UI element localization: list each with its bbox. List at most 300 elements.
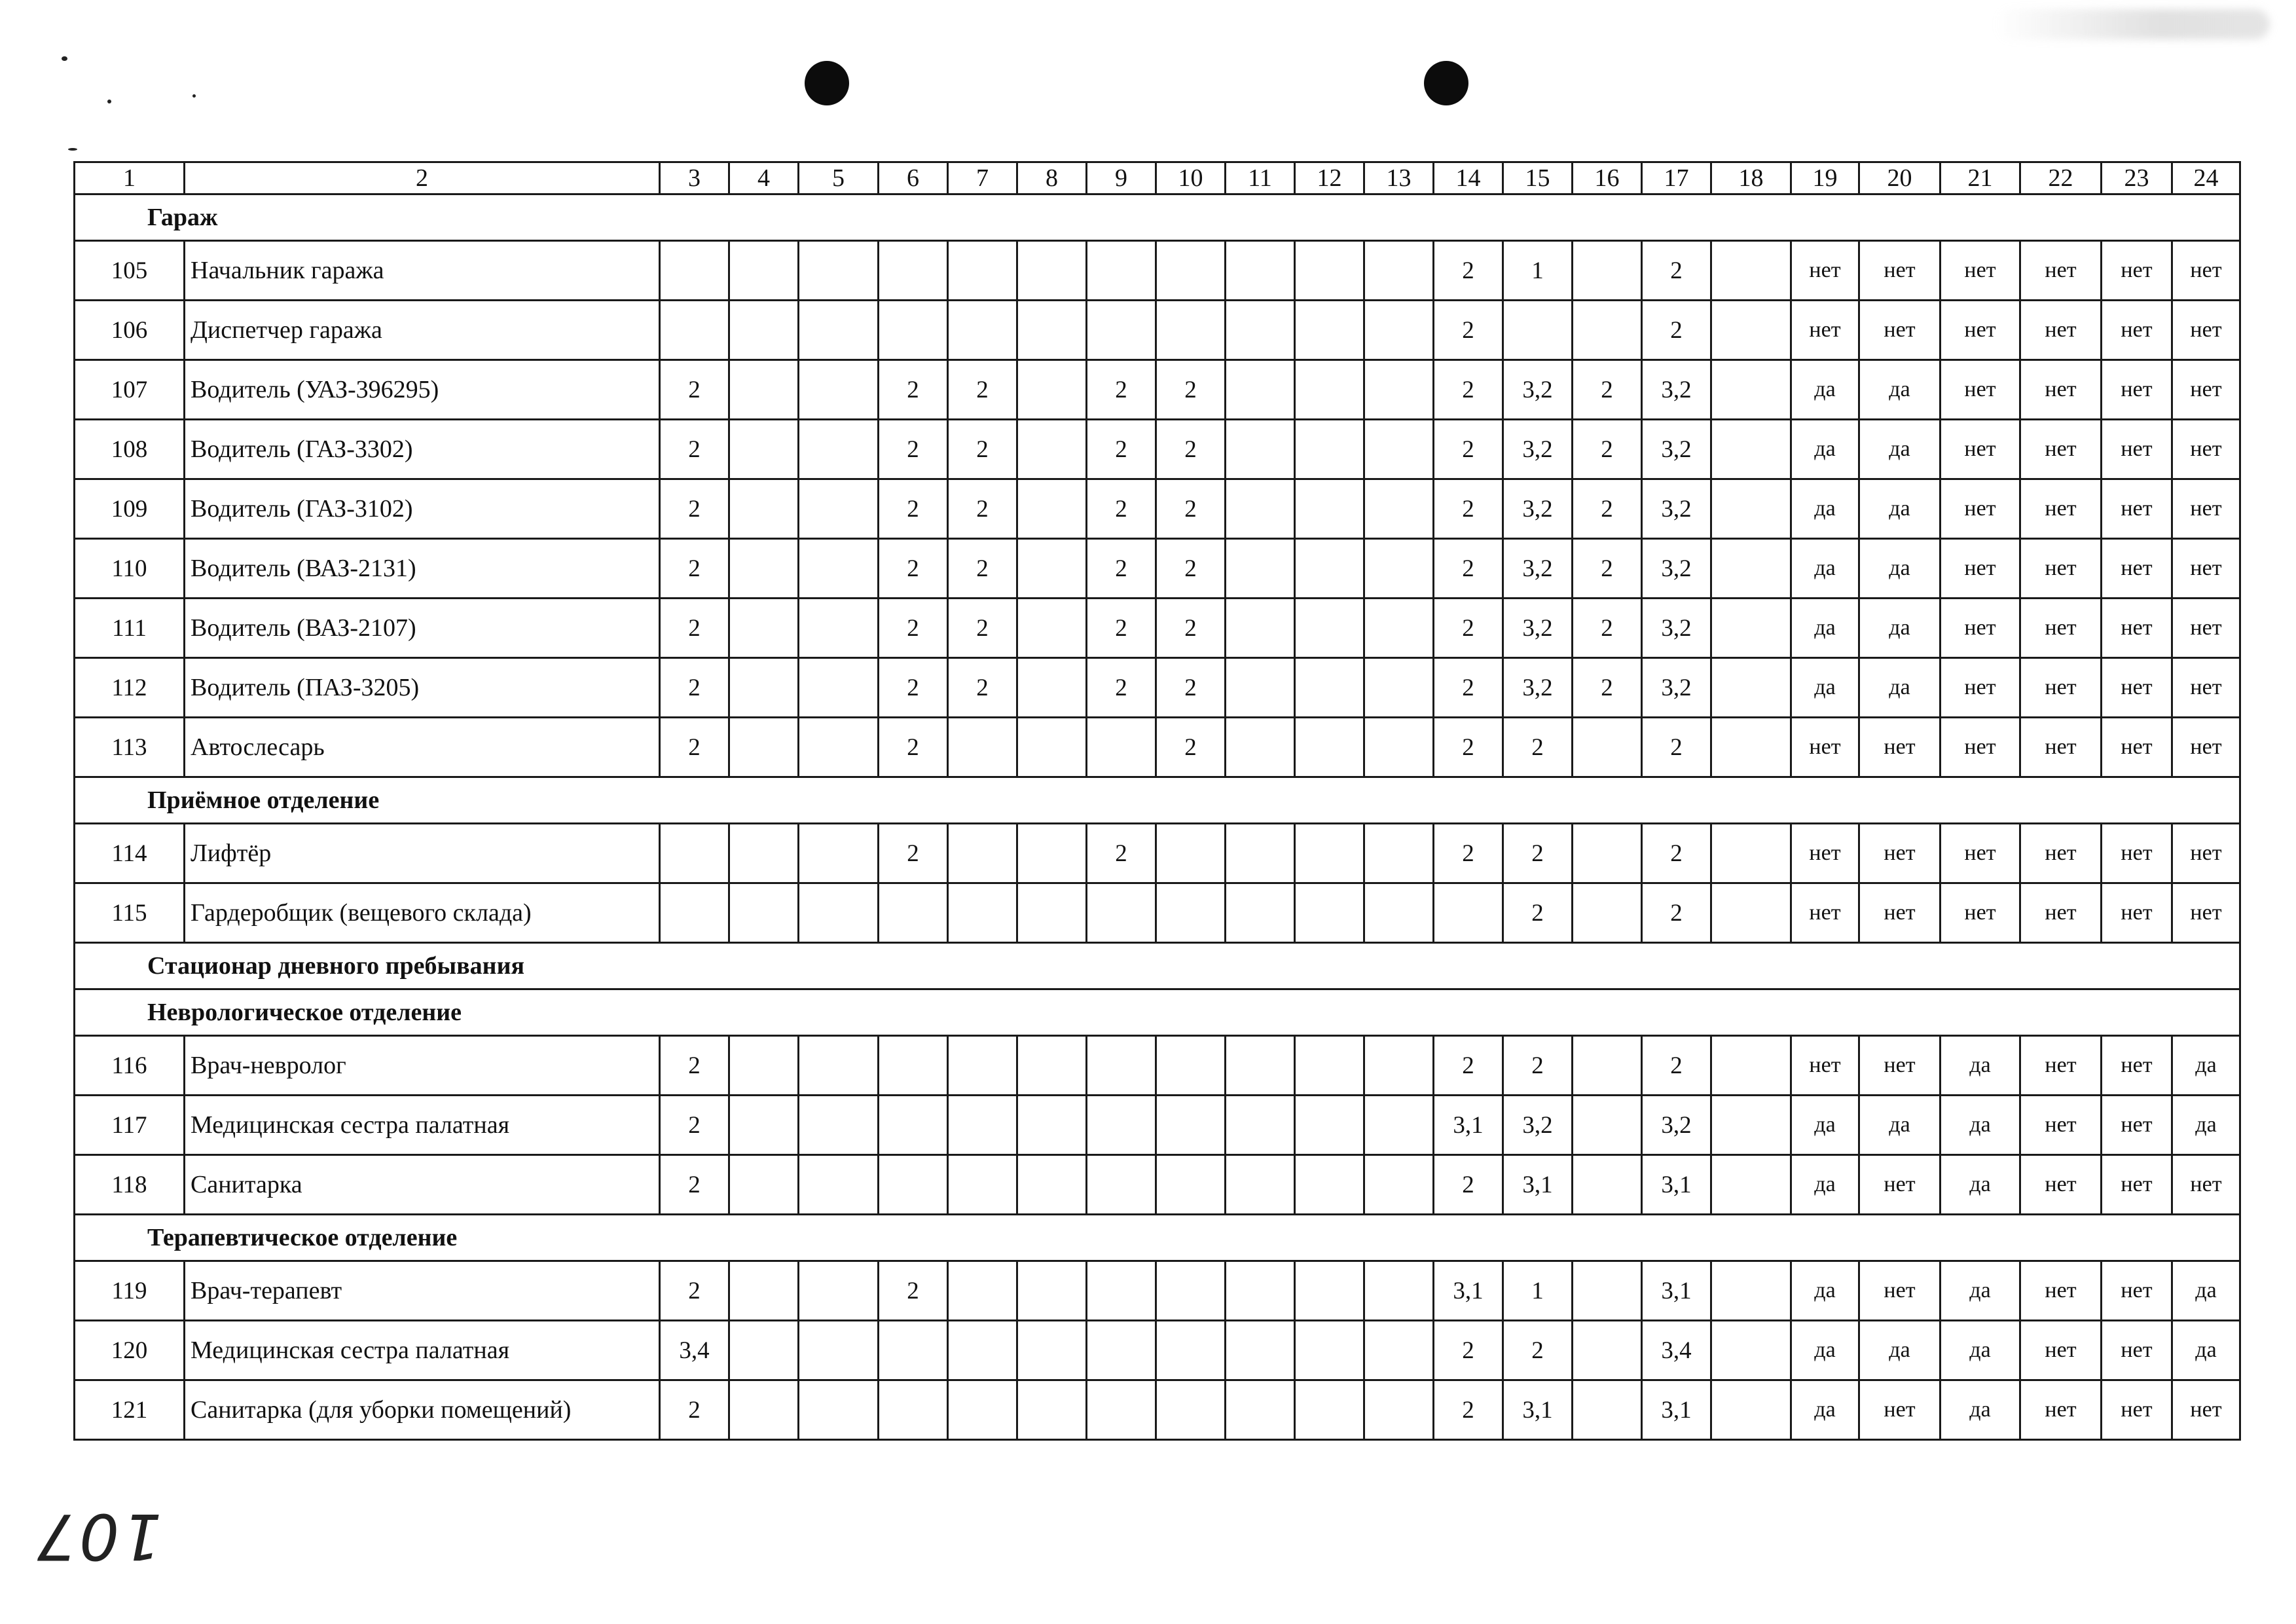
table-row [75, 420, 2240, 479]
value-cell: 2 [660, 658, 729, 718]
yes-no-cell: нет [2102, 420, 2172, 479]
value-cell: 2 [948, 599, 1017, 658]
section-title: Терапевтическое отделение [75, 1215, 2240, 1261]
value-cell [1226, 539, 1295, 599]
value-cell [1295, 1321, 1364, 1380]
value-cell [729, 301, 799, 360]
value-cell [729, 658, 799, 718]
value-cell: 2 [1434, 479, 1503, 539]
yes-no-cell: да [1941, 1261, 2020, 1321]
value-cell [948, 1096, 1017, 1155]
column-number-header: 10 [1156, 162, 1226, 194]
yes-no-cell: нет [2172, 599, 2240, 658]
value-cell [879, 301, 948, 360]
value-cell [1364, 599, 1434, 658]
value-cell: 3,1 [1642, 1380, 1711, 1440]
value-cell [1364, 658, 1434, 718]
value-cell [1295, 241, 1364, 301]
value-cell: 2 [879, 718, 948, 777]
value-cell [1087, 1321, 1156, 1380]
table-row [75, 658, 2240, 718]
value-cell [660, 301, 729, 360]
value-cell [948, 1380, 1017, 1440]
value-cell [1711, 420, 1791, 479]
value-cell [1017, 1096, 1087, 1155]
yes-no-cell: да [1859, 420, 1941, 479]
value-cell [729, 1261, 799, 1321]
yes-no-cell: нет [2172, 360, 2240, 420]
value-cell: 2 [879, 1261, 948, 1321]
yes-no-cell: нет [2102, 883, 2172, 943]
row-number-cell: 118 [75, 1155, 185, 1215]
yes-no-cell: нет [2172, 1380, 2240, 1440]
column-number-header: 13 [1364, 162, 1434, 194]
scan-speck [192, 94, 196, 98]
yes-no-cell: да [1859, 479, 1941, 539]
value-cell: 2 [1434, 420, 1503, 479]
table-row [75, 718, 2240, 777]
value-cell [1017, 658, 1087, 718]
value-cell: 2 [1573, 599, 1642, 658]
value-cell [1295, 1380, 1364, 1440]
position-name-cell: Гардеробщик (вещевого склада) [185, 883, 660, 943]
section-title: Гараж [75, 194, 2240, 241]
value-cell [1017, 479, 1087, 539]
value-cell [948, 1155, 1017, 1215]
value-cell: 2 [948, 539, 1017, 599]
section-header-row [75, 194, 2240, 241]
column-number-header: 8 [1017, 162, 1087, 194]
section-header-row [75, 1215, 2240, 1261]
value-cell [1573, 1380, 1642, 1440]
yes-no-cell: нет [2020, 479, 2102, 539]
value-cell: 2 [1156, 718, 1226, 777]
yes-no-cell: нет [2020, 599, 2102, 658]
value-cell [1364, 360, 1434, 420]
yes-no-cell: нет [2172, 241, 2240, 301]
value-cell: 3,2 [1503, 658, 1573, 718]
yes-no-cell: нет [1859, 1155, 1941, 1215]
value-cell [1573, 1321, 1642, 1380]
value-cell: 2 [660, 599, 729, 658]
value-cell: 2 [948, 420, 1017, 479]
value-cell: 2 [1503, 718, 1573, 777]
table-body [75, 162, 2240, 1440]
yes-no-cell: да [2172, 1261, 2240, 1321]
position-name-cell: Санитарка [185, 1155, 660, 1215]
value-cell [1503, 301, 1573, 360]
value-cell [948, 301, 1017, 360]
yes-no-cell: нет [2020, 1036, 2102, 1096]
column-number-header: 12 [1295, 162, 1364, 194]
value-cell [799, 824, 879, 883]
yes-no-cell: нет [1941, 883, 2020, 943]
yes-no-cell: да [1859, 1321, 1941, 1380]
value-cell: 2 [1087, 824, 1156, 883]
yes-no-cell: нет [2172, 420, 2240, 479]
value-cell: 3,2 [1642, 479, 1711, 539]
value-cell: 2 [1642, 824, 1711, 883]
table-row [75, 241, 2240, 301]
value-cell: 2 [1087, 360, 1156, 420]
yes-no-cell: нет [1941, 420, 2020, 479]
value-cell [1295, 658, 1364, 718]
yes-no-cell: нет [1941, 599, 2020, 658]
section-title: Неврологическое отделение [75, 989, 2240, 1036]
value-cell [799, 479, 879, 539]
value-cell [1017, 301, 1087, 360]
value-cell [1295, 301, 1364, 360]
section-header-row [75, 777, 2240, 824]
value-cell [1156, 1036, 1226, 1096]
yes-no-cell: нет [2102, 1321, 2172, 1380]
yes-no-cell: нет [2102, 301, 2172, 360]
row-number-cell: 111 [75, 599, 185, 658]
value-cell [1295, 1155, 1364, 1215]
value-cell: 2 [1642, 241, 1711, 301]
value-cell [1017, 599, 1087, 658]
column-number-header: 4 [729, 162, 799, 194]
row-number-cell: 114 [75, 824, 185, 883]
value-cell [729, 1036, 799, 1096]
yes-no-cell: нет [2172, 1155, 2240, 1215]
value-cell [729, 241, 799, 301]
column-number-header: 3 [660, 162, 729, 194]
value-cell [948, 1036, 1017, 1096]
yes-no-cell: нет [2020, 539, 2102, 599]
yes-no-cell: нет [2172, 539, 2240, 599]
value-cell [1087, 718, 1156, 777]
row-number-cell: 113 [75, 718, 185, 777]
value-cell [948, 1261, 1017, 1321]
value-cell: 2 [1434, 539, 1503, 599]
yes-no-cell: нет [2172, 658, 2240, 718]
yes-no-cell: да [1791, 1321, 1859, 1380]
yes-no-cell: нет [2020, 301, 2102, 360]
value-cell [729, 1155, 799, 1215]
value-cell: 2 [1156, 599, 1226, 658]
row-number-cell: 116 [75, 1036, 185, 1096]
value-cell [799, 658, 879, 718]
value-cell [1017, 539, 1087, 599]
value-cell [1711, 1261, 1791, 1321]
position-name-cell: Медицинская сестра палатная [185, 1321, 660, 1380]
yes-no-cell: да [1791, 658, 1859, 718]
yes-no-cell: да [1791, 420, 1859, 479]
value-cell [729, 824, 799, 883]
position-name-cell: Водитель (ГАЗ-3102) [185, 479, 660, 539]
value-cell: 1 [1503, 241, 1573, 301]
value-cell [799, 241, 879, 301]
position-name-cell: Водитель (ПАЗ-3205) [185, 658, 660, 718]
yes-no-cell: нет [1941, 824, 2020, 883]
value-cell [1295, 479, 1364, 539]
value-cell [1573, 241, 1642, 301]
value-cell [1017, 824, 1087, 883]
yes-no-cell: нет [2102, 824, 2172, 883]
value-cell: 3,1 [1503, 1155, 1573, 1215]
header-row [75, 162, 2240, 194]
value-cell: 2 [1503, 1036, 1573, 1096]
value-cell [1017, 420, 1087, 479]
value-cell: 2 [1503, 883, 1573, 943]
value-cell: 2 [1087, 420, 1156, 479]
value-cell [1295, 718, 1364, 777]
value-cell [1226, 301, 1295, 360]
value-cell: 3,2 [1642, 539, 1711, 599]
yes-no-cell: нет [1791, 241, 1859, 301]
table-row [75, 301, 2240, 360]
value-cell [1295, 824, 1364, 883]
yes-no-cell: нет [2020, 1261, 2102, 1321]
value-cell [1017, 1261, 1087, 1321]
yes-no-cell: нет [2020, 718, 2102, 777]
value-cell [1364, 420, 1434, 479]
value-cell: 2 [1087, 539, 1156, 599]
value-cell: 2 [1573, 539, 1642, 599]
yes-no-cell: нет [1859, 883, 1941, 943]
value-cell [1226, 1155, 1295, 1215]
value-cell [1711, 1321, 1791, 1380]
value-cell [1573, 718, 1642, 777]
column-number-header: 11 [1226, 162, 1295, 194]
value-cell: 2 [879, 824, 948, 883]
position-name-cell: Водитель (УАЗ-396295) [185, 360, 660, 420]
value-cell [1226, 241, 1295, 301]
yes-no-cell: нет [2020, 1380, 2102, 1440]
yes-no-cell: нет [1859, 241, 1941, 301]
value-cell [1711, 360, 1791, 420]
column-number-header: 6 [879, 162, 948, 194]
row-number-cell: 107 [75, 360, 185, 420]
value-cell [1295, 539, 1364, 599]
value-cell [1711, 1096, 1791, 1155]
yes-no-cell: нет [1941, 479, 2020, 539]
yes-no-cell: нет [2020, 658, 2102, 718]
value-cell: 2 [660, 360, 729, 420]
value-cell [729, 1321, 799, 1380]
value-cell [948, 718, 1017, 777]
value-cell [1711, 1036, 1791, 1096]
yes-no-cell: нет [1791, 1036, 1859, 1096]
value-cell [1364, 718, 1434, 777]
value-cell [1087, 1380, 1156, 1440]
value-cell [1711, 824, 1791, 883]
section-header-row [75, 943, 2240, 989]
value-cell: 2 [660, 1036, 729, 1096]
column-number-header: 19 [1791, 162, 1859, 194]
data-table [73, 161, 2241, 1441]
yes-no-cell: нет [2102, 479, 2172, 539]
value-cell: 3,2 [1642, 658, 1711, 718]
value-cell [1573, 1036, 1642, 1096]
value-cell: 2 [1156, 658, 1226, 718]
value-cell: 2 [948, 658, 1017, 718]
value-cell [1573, 1096, 1642, 1155]
punch-hole-right [1424, 61, 1468, 105]
value-cell: 3,2 [1503, 360, 1573, 420]
value-cell [1017, 1155, 1087, 1215]
value-cell [1017, 718, 1087, 777]
value-cell [948, 1321, 1017, 1380]
value-cell [799, 1380, 879, 1440]
value-cell [1156, 1380, 1226, 1440]
position-name-cell: Санитарка (для уборки помещений) [185, 1380, 660, 1440]
value-cell [799, 1261, 879, 1321]
yes-no-cell: нет [2020, 1321, 2102, 1380]
value-cell [1087, 1096, 1156, 1155]
value-cell [1711, 658, 1791, 718]
position-name-cell: Водитель (ВАЗ-2107) [185, 599, 660, 658]
row-number-cell: 106 [75, 301, 185, 360]
value-cell [1364, 1261, 1434, 1321]
value-cell [1364, 539, 1434, 599]
yes-no-cell: нет [1941, 658, 2020, 718]
value-cell [1226, 420, 1295, 479]
table-row [75, 883, 2240, 943]
value-cell: 2 [1156, 360, 1226, 420]
value-cell [729, 883, 799, 943]
table-row [75, 599, 2240, 658]
value-cell [1087, 883, 1156, 943]
value-cell [948, 824, 1017, 883]
column-number-header: 16 [1573, 162, 1642, 194]
value-cell [1156, 1261, 1226, 1321]
row-number-cell: 108 [75, 420, 185, 479]
value-cell [1434, 883, 1503, 943]
value-cell: 3,2 [1642, 420, 1711, 479]
yes-no-cell: да [1941, 1155, 2020, 1215]
yes-no-cell: нет [2102, 241, 2172, 301]
value-cell: 2 [1503, 1321, 1573, 1380]
value-cell [1295, 883, 1364, 943]
value-cell [1087, 1261, 1156, 1321]
value-cell: 2 [879, 420, 948, 479]
value-cell [879, 1321, 948, 1380]
value-cell: 3,2 [1642, 1096, 1711, 1155]
value-cell [1017, 360, 1087, 420]
row-number-cell: 120 [75, 1321, 185, 1380]
value-cell [799, 718, 879, 777]
yes-no-cell: нет [2020, 1155, 2102, 1215]
scan-speck [68, 148, 77, 151]
value-cell [729, 1096, 799, 1155]
value-cell: 2 [660, 479, 729, 539]
yes-no-cell: нет [2020, 420, 2102, 479]
value-cell [799, 301, 879, 360]
value-cell: 2 [660, 1380, 729, 1440]
value-cell [729, 479, 799, 539]
row-number-cell: 105 [75, 241, 185, 301]
yes-no-cell: нет [1791, 824, 1859, 883]
value-cell [1573, 301, 1642, 360]
value-cell [1364, 1380, 1434, 1440]
yes-no-cell: да [1859, 1096, 1941, 1155]
yes-no-cell: нет [1941, 539, 2020, 599]
value-cell: 2 [660, 420, 729, 479]
section-title: Стационар дневного пребывания [75, 943, 2240, 989]
yes-no-cell: нет [1859, 1036, 1941, 1096]
value-cell: 2 [1434, 599, 1503, 658]
value-cell: 2 [1573, 420, 1642, 479]
position-name-cell: Водитель (ВАЗ-2131) [185, 539, 660, 599]
yes-no-cell: нет [2102, 599, 2172, 658]
row-number-cell: 121 [75, 1380, 185, 1440]
yes-no-cell: нет [1941, 301, 2020, 360]
value-cell [1087, 1036, 1156, 1096]
value-cell: 2 [1573, 658, 1642, 718]
value-cell [1226, 1321, 1295, 1380]
yes-no-cell: нет [2020, 883, 2102, 943]
value-cell: 2 [1434, 658, 1503, 718]
yes-no-cell: нет [1791, 718, 1859, 777]
yes-no-cell: нет [1791, 301, 1859, 360]
yes-no-cell: да [1791, 1380, 1859, 1440]
value-cell [1573, 883, 1642, 943]
position-name-cell: Водитель (ГАЗ-3302) [185, 420, 660, 479]
value-cell: 3,2 [1503, 420, 1573, 479]
value-cell [799, 539, 879, 599]
value-cell [1573, 1155, 1642, 1215]
yes-no-cell: да [1791, 599, 1859, 658]
value-cell: 3,2 [1503, 1096, 1573, 1155]
position-name-cell: Автослесарь [185, 718, 660, 777]
value-cell [1364, 479, 1434, 539]
value-cell [1226, 824, 1295, 883]
value-cell [879, 1380, 948, 1440]
yes-no-cell: нет [2102, 1096, 2172, 1155]
value-cell: 2 [660, 1096, 729, 1155]
yes-no-cell: нет [2172, 718, 2240, 777]
value-cell [948, 241, 1017, 301]
value-cell: 2 [879, 360, 948, 420]
column-number-header: 2 [185, 162, 660, 194]
value-cell [660, 241, 729, 301]
value-cell [1017, 1321, 1087, 1380]
yes-no-cell: нет [2102, 360, 2172, 420]
value-cell [1156, 824, 1226, 883]
value-cell [799, 1036, 879, 1096]
value-cell [1364, 241, 1434, 301]
value-cell: 2 [1434, 1380, 1503, 1440]
value-cell [1364, 883, 1434, 943]
value-cell: 2 [1434, 1036, 1503, 1096]
yes-no-cell: нет [2020, 1096, 2102, 1155]
yes-no-cell: нет [2102, 658, 2172, 718]
value-cell [1226, 658, 1295, 718]
yes-no-cell: нет [1859, 718, 1941, 777]
value-cell: 2 [1642, 1036, 1711, 1096]
value-cell [1156, 1096, 1226, 1155]
value-cell [1226, 718, 1295, 777]
value-cell [799, 360, 879, 420]
yes-no-cell: да [1791, 360, 1859, 420]
value-cell [1226, 1261, 1295, 1321]
yes-no-cell: нет [1859, 1380, 1941, 1440]
value-cell [1295, 599, 1364, 658]
value-cell [1364, 1036, 1434, 1096]
value-cell [729, 420, 799, 479]
value-cell: 2 [1642, 301, 1711, 360]
value-cell [729, 539, 799, 599]
value-cell: 2 [1434, 1321, 1503, 1380]
value-cell [1364, 1096, 1434, 1155]
value-cell [1226, 479, 1295, 539]
column-number-header: 14 [1434, 162, 1503, 194]
table-row [75, 539, 2240, 599]
value-cell [1711, 539, 1791, 599]
value-cell: 3,2 [1642, 360, 1711, 420]
